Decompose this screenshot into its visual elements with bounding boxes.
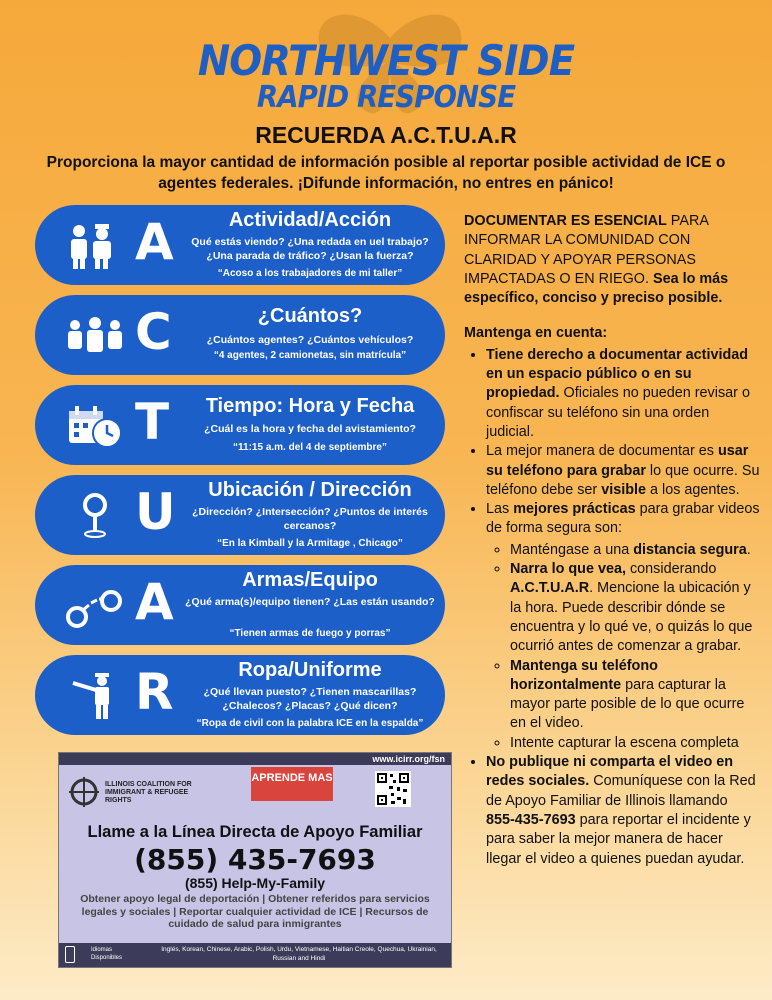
actuar-example: “Ropa de civil con la palabra ICE en la espalda” [196, 718, 424, 729]
actuar-title: Ropa/Uniforme [238, 659, 382, 681]
actuar-letter: A [135, 213, 174, 271]
list-item: • Tiene derecho a documentar actividad en un espacio público o en su propiedad. Oficiales no pueden revisar o confiscar su teléfono sin una orden judicial. [486, 346, 760, 442]
actuar-title: ¿Cuántos? [257, 305, 363, 327]
hotline-phone[interactable]: (855) 435-7693 [134, 843, 376, 876]
actuar-item-ropa [35, 655, 445, 735]
documentation-guidance [464, 212, 760, 869]
languages-label: Idiomas Disponibles [91, 947, 123, 961]
group-icon [65, 313, 125, 359]
best-practices-list [486, 541, 760, 753]
location-pin-icon [65, 493, 125, 539]
family-support-banner [58, 752, 452, 968]
tips-list [464, 346, 760, 869]
hotline-heading: Llame a la Línea Directa de Apoyo Familiar [87, 823, 423, 841]
list-item: ◦ Intente capturar la escena completa [510, 734, 760, 753]
actuar-title: Ubicación / Dirección [208, 479, 412, 501]
page-subtitle: RAPID RESPONSE [256, 80, 516, 115]
actuar-example: “En la Kimball y la Armitage , Chicago” [217, 538, 403, 549]
languages-list: Inglés, Korean, Chinese, Arabic, Polish, Urdu, Vietnamese, Haitian Creole, Quechua, Ukrainian, Russian and Hindi [161, 946, 437, 962]
actuar-letter: T [135, 393, 170, 451]
actuar-example: “Tienen armas de fuego y porras” [229, 628, 391, 639]
actuar-example: “4 agentes, 2 camionetas, sin matrícula” [213, 350, 407, 361]
languages-bar [59, 943, 451, 967]
actuar-item-armas [35, 565, 445, 645]
actuar-question: ¿Cuántos agentes? ¿Cuántos vehículos? [206, 334, 414, 346]
banner-url[interactable]: www.icirr.org/fsn [372, 754, 445, 764]
actuar-example: “Acoso a los trabajadores de mi taller” [217, 268, 403, 279]
keep-in-mind-heading: Mantenga en cuenta: [464, 325, 608, 342]
list-item: ◦ Narra lo que vea, considerando A.C.T.U.A.R. Mencione la ubicación y la hora. Puede describir dónde se encuentra y lo qué ve, o quizás lo que ocurrió antes de comenzar a grabar. [510, 560, 760, 656]
lead-paragraph: DOCUMENTAR ES ESENCIAL PARA INFORMAR LA COMUNIDAD CON CLARIDAD Y APOYAR PERSONAS IMPACTADAS O EN RIEGO. Sea lo más específico, conciso y preciso posible. [464, 213, 729, 307]
actuar-title: Armas/Equipo [242, 569, 378, 591]
actuar-letter: R [135, 663, 174, 721]
hotline-alt-phone: (855) Help-My-Family [184, 875, 326, 891]
actuar-item-tiempo [35, 385, 445, 465]
actuar-item-actividad [35, 205, 445, 285]
people-officer-icon [65, 223, 125, 269]
list-item: • Las mejores prácticas para grabar videos de forma segura son: ◦ Manténgase a una distancia segura. ◦ Narra lo que vea, considerando A.C.T.U.A.R. Mencione la ubicación y la hora. Puede describir dónde se encuentra y lo qué ve, o quizás lo que ocurrió antes de comenzar a grabar. ◦ Mantenga su teléfono horizontalmente para capturar la mayor parte posible de lo que ocurre en el video. ◦ Intente capturar la escena completa [486, 500, 760, 753]
recuerda-heading: RECUERDA A.C.T.U.A.R [255, 122, 517, 148]
intro-text: Proporciona la mayor cantidad de información posible al reportar posible actividad de ICE o agentes federales. ¡Difunde información, no entres en pánico! [46, 154, 726, 192]
actuar-item-cuantos [35, 295, 445, 375]
list-item: • No publique ni comparta el video en redes sociales. Comuníquese con la Red de Apoyo Familiar de Illinois llamando 855-435-7693 para reportar el incidente y para saber la mejor manera de hacer llegar el video a quienes puedan ayudar. [486, 753, 760, 869]
qr-code-icon[interactable] [375, 771, 411, 807]
actuar-question: ¿Cuál es la hora y fecha del avistamiento? [204, 423, 416, 435]
services-text: Obtener apoyo legal de deportación | Obtener referidos para servicios legales y sociales | Reportar cualquier actividad de ICE | Recursos de cuidado de salud para inmigrantes [80, 893, 430, 930]
actuar-title: Tiempo: Hora y Fecha [205, 395, 415, 417]
actuar-letter: U [135, 483, 176, 541]
page-title: NORTHWEST SIDE [197, 36, 575, 85]
actuar-letter: C [135, 303, 172, 361]
icirr-logo-icon [67, 775, 101, 809]
calendar-clock-icon [65, 403, 125, 449]
handcuffs-icon [65, 583, 125, 629]
phone-icon [65, 946, 75, 963]
learn-more-button[interactable]: APRENDE MAS [251, 767, 333, 801]
actuar-question: ¿Dirección? ¿Intersección? ¿Puntos de interés cercanos? [192, 506, 428, 532]
actuar-item-ubicacion [35, 475, 445, 555]
list-item: ◦ Mantenga su teléfono horizontalmente para capturar la mayor parte posible de lo que ocurre en el video. [510, 657, 760, 734]
list-item: • La mejor manera de documentar es usar su teléfono para grabar lo que ocurre. Su teléfono debe ser visible a los agentes. [486, 442, 760, 500]
officer-pointing-icon [65, 673, 125, 719]
list-item: ◦ Manténgase a una distancia segura. [510, 541, 760, 560]
actuar-question: ¿Qué llevan puesto? ¿Tienen mascarillas? ¿Chalecos? ¿Placas? ¿Qué dicen? [203, 686, 417, 712]
actuar-question: ¿Qué arma(s)/equipo tienen? ¿Las están usando? [185, 596, 435, 608]
org-name: ILLINOIS COALITION FOR IMMIGRANT & REFUGEE RIGHTS [105, 781, 192, 804]
actuar-question: Qué estás viendo? ¿Una redada en uel trabajo? ¿Una parada de tráfico? ¿Usan la fuerza? [191, 236, 429, 262]
actuar-example: “11:15 a.m. del 4 de septiembre” [233, 442, 387, 453]
actuar-title: Actividad/Acción [228, 209, 392, 231]
actuar-letter: A [135, 573, 174, 631]
